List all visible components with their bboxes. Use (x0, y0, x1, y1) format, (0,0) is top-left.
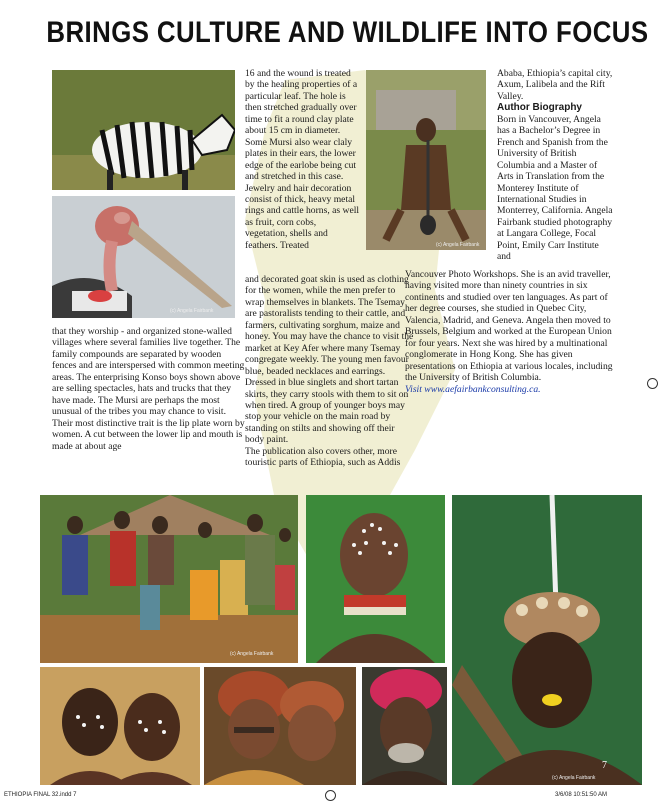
zebra-photo (52, 70, 235, 190)
author-bio-heading: Author Biography (497, 102, 582, 114)
marabou-stork-photo (52, 196, 235, 318)
text-column-left (52, 326, 248, 452)
painted-boy-portrait (306, 495, 445, 663)
tribesman-smoking-photo (366, 70, 486, 250)
body-paragraph: Ababa, Ethiopia’s capital city, Axum, Lalibela and the Rift Valley. (497, 68, 613, 102)
print-slug-timestamp: 3/6/08 10:51:50 AM (555, 792, 608, 798)
text-column-middle-top (245, 68, 360, 251)
photo-credit: (c) Angela Fairbank (170, 308, 214, 314)
text-column-right-top (497, 68, 615, 263)
photo-credit: (c) Angela Fairbank (552, 775, 596, 781)
elder-man-red-turban-photo (362, 667, 447, 785)
bio-paragraph: Vancouver Photo Workshops. She is an avid traveller, having visited more than ninety countries in six continents and studied over ten languages. As part of her degree courses, she studied in Quebec City, Valencia, Madrid, and Geneva. Angela then moved to Brussels, Belgium and worked at the European Union for four years. Next she was hired by a multinational conglomerate in Hong Kong. She has given presentations on Ethiopia at various locales, including the University of British Columbia. (405, 269, 613, 384)
body-paragraph: that they worship - and organized stone-walled villages where several families live together. The family compounds are separated by wooden fences and are interspersed with common meeting areas. The enterprising Konso boys shown above are selling spectacles, hats and trucks that they have made. The Mursi are perhaps the most unusual of the tribes you may chance to visit. Their most distinctive trait is the lip plate worn by women. A cut between the lower lip and mouth is made at about age (52, 326, 245, 452)
registration-mark (325, 790, 336, 801)
hamer-women-photo (204, 667, 356, 785)
photo-credit: (c) Angela Fairbank (230, 651, 274, 657)
children-group-photo (40, 495, 298, 663)
bio-paragraph: Born in Vancouver, Angela has a Bachelor’s Degree in French and Spanish from the University of British Columbia and a Master of Arts in Translation from the Monterey Institute of International Studies in Monterrey, California. Angela Fairbank studied photography at Langara College, Focal Point, Emily Carr Institute and (497, 113, 613, 263)
text-column-right-bottom: Vancouver Photo Workshops. She is an avid traveller, having visited more than ninety countries in six continents and studied over ten languages. As part of her degree courses, she studied in Quebec City, Valencia, Madrid, and Geneva. Angela then moved to Brussels, Belgium and worked at the European Union for four years. Next she was hired by a multinational conglomerate in Hong Kong. She has given presentations on Ethiopia at various locales, including the University of British Columbia. Visit www.aefairbankconsulting.ca. (405, 269, 617, 395)
warrior-with-rifle-photo (452, 495, 642, 785)
page-headline: BRINGS CULTURE AND WILDLIFE INTO FOCUS (46, 16, 649, 49)
painted-children-photo (40, 667, 200, 785)
registration-mark (647, 378, 658, 389)
body-paragraph: The publication also covers other, more touristic parts of Ethiopia, such as Addis (245, 445, 401, 469)
body-paragraph: and decorated goat skin is used as clothing for the women, while the men prefer to wrap themselves in blankets. The Tsemay are pastoralists tending to their cattle, and farmers, cultivating sorghum, maize and honey. You may have the chance to visit the market at Key Afer where many Tsemay congregate weekly. The young men favour blue, beaded necklaces and earrings. Dressed in blue singlets and short tartan skirts, they carry stools with them to sit on when tired. A group of younger boys may stop your vehicle on the main road by standing on stilts and showing off their body paint. (245, 274, 414, 446)
print-slug-filename: ETHIOPIA FINAL 32.indd 7 (4, 792, 77, 798)
photo-credit: (c) Angela Fairbank (436, 242, 480, 248)
body-paragraph: 16 and the wound is treated by the healing properties of a particular leaf. The hole is then stretched gradually over time to fit a round clay plate about 15 cm in diameter. Some Mursi also wear claly plates in their ears, the lower edge of the earlobe being cut and stretched in this case. Jewelry and hair decoration consist of thick, heavy metal rings and cattle horns, as well as fruit, corn cobs, vegetation, shells and feathers. Treated (245, 68, 360, 251)
page-number: 7 (602, 760, 607, 771)
visit-label: Visit (405, 383, 422, 395)
website-link[interactable]: www.aefairbankconsulting.ca (424, 383, 539, 395)
text-column-middle-bottom (245, 274, 415, 469)
